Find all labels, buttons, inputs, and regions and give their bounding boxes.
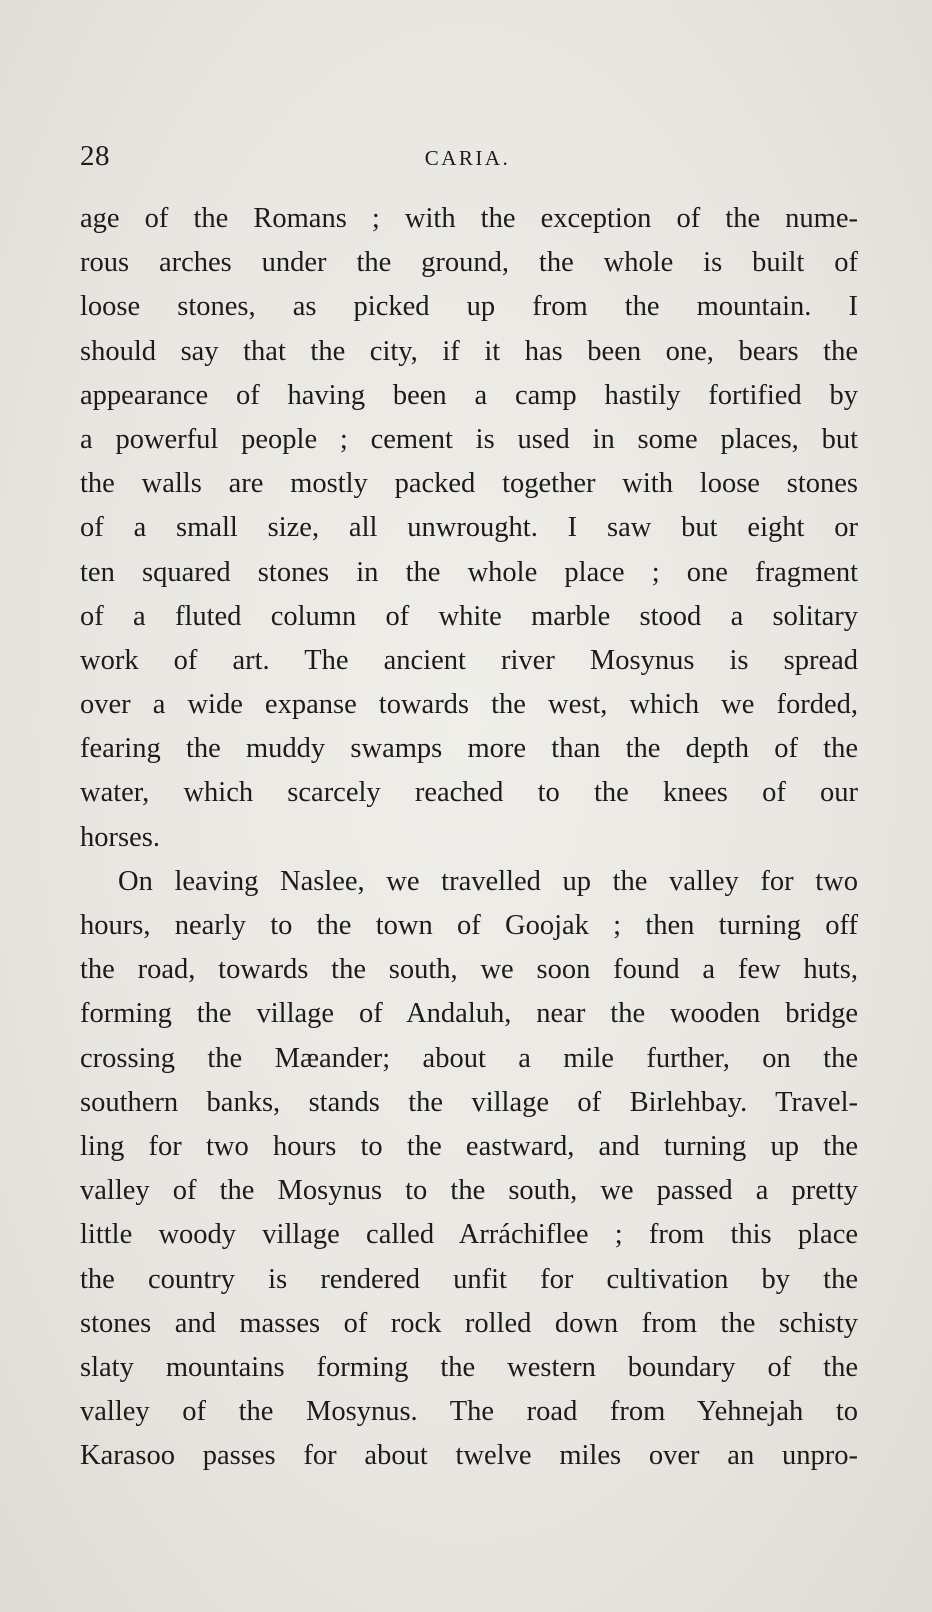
text-line: ling for two hours to the eastward, and turning up the xyxy=(80,1130,858,1162)
text-line: should say that the city, if it has been one, bears the xyxy=(80,335,858,367)
text-line: valley of the Mosynus. The road from Yehnejah to xyxy=(80,1396,858,1428)
text-line: appearance of having been a camp hastily fortified by xyxy=(80,379,858,411)
paragraph-1 xyxy=(80,197,858,860)
text-line: horses. xyxy=(80,821,160,853)
text-line: hours, nearly to the town of Goojak ; then turning off xyxy=(80,910,858,941)
text-line: of a fluted column of white marble stood a solitary xyxy=(80,600,858,632)
text-line: age of the Romans ; with the exception of the nume- xyxy=(80,203,858,234)
body-text xyxy=(80,197,858,1478)
text-line: crossing the Mæander; about a mile further, on the xyxy=(80,1042,858,1074)
text-line: slaty mountains forming the western boundary of the xyxy=(80,1351,858,1383)
text-line: water, which scarcely reached to the knees of our xyxy=(80,777,858,809)
paragraph-2 xyxy=(80,860,858,1479)
page-header xyxy=(80,140,855,180)
text-line: Karasoo passes for about twelve miles over an unpro- xyxy=(80,1440,858,1472)
text-line: fearing the muddy swamps more than the depth of the xyxy=(80,733,858,765)
text-line: over a wide expanse towards the west, which we forded, xyxy=(80,689,858,721)
text-line: rous arches under the ground, the whole is built of xyxy=(80,247,858,279)
text-line: work of art. The ancient river Mosynus is spread xyxy=(80,644,858,676)
text-line: southern banks, stands the village of Birlehbay. Travel- xyxy=(80,1086,858,1118)
text-line: stones and masses of rock rolled down from the schisty xyxy=(80,1307,858,1339)
text-line: loose stones, as picked up from the mountain. I xyxy=(80,291,858,323)
text-line: valley of the Mosynus to the south, we passed a pretty xyxy=(80,1175,858,1207)
text-line: little woody village called Arráchiflee ; from this place xyxy=(80,1219,858,1251)
text-line: On leaving Naslee, we travelled up the valley for two xyxy=(118,865,858,897)
running-head: CARIA. xyxy=(424,146,511,170)
text-line: the walls are mostly packed together with loose stones xyxy=(80,468,858,500)
text-line: forming the village of Andaluh, near the wooden bridge xyxy=(80,998,858,1030)
text-line: of a small size, all unwrought. I saw but eight or xyxy=(80,512,858,544)
text-line: a powerful people ; cement is used in some places, but xyxy=(80,423,858,455)
text-line: the road, towards the south, we soon found a few huts, xyxy=(80,954,858,986)
text-line: the country is rendered unfit for cultivation by the xyxy=(80,1263,858,1295)
page-number: 28 xyxy=(80,140,110,172)
text-line: ten squared stones in the whole place ; one fragment xyxy=(80,556,858,588)
